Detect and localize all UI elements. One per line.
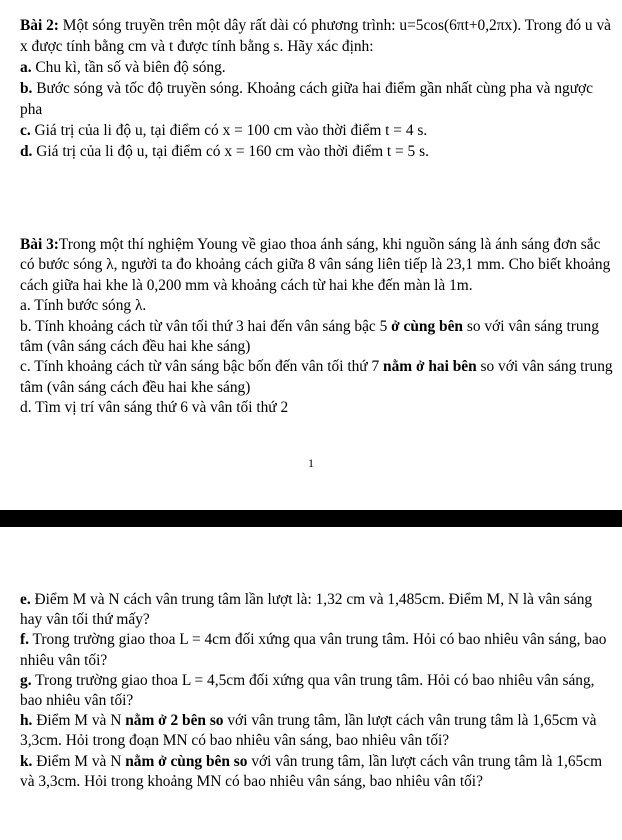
item-text: với vân trung tâm, lần lượt cách vân trung tâm là 1,65cm và 3,3cm. Hỏi trong đoạn MN có bao nhiêu vân sáng, bao nhiêu vân tối?	[20, 712, 597, 750]
item-text: Điểm M và N	[32, 712, 126, 730]
page-divider	[0, 510, 622, 527]
item-emphasis: nằm ở cùng bên so	[125, 752, 248, 770]
item-text: với vân trung tâm, lần lượt cách vân trung tâm là 1,65cm và 3,3cm. Hỏi trong khoảng MN có bao nhiêu vân sáng, bao nhiêu vân tối?	[20, 752, 603, 790]
exercise-2	[20, 15, 618, 162]
exercise-3-intro	[20, 235, 618, 296]
item-text: so với vân sáng trung tâm (vân sáng cách đều hai khe sáng)	[20, 358, 613, 396]
item-text: b. Tính khoảng cách từ vân tối thứ 3 hai đến vân sáng bậc 5	[20, 317, 392, 335]
exercise-3-label: Bài 3:	[20, 236, 59, 253]
exercise-2-intro	[20, 15, 618, 57]
item-label: b.	[20, 80, 33, 97]
item-text: Trong trường giao thoa L = 4,5cm đối xứng qua vân trung tâm. Hỏi có bao nhiêu vân sáng, bao nhiêu vân tối?	[20, 671, 595, 710]
exercise-3-item-c	[20, 357, 618, 398]
item-text: Điểm M và N	[32, 752, 126, 770]
item-text: Trong trường giao thoa L = 4cm đối xứng qua vân trung tâm. Hỏi có bao nhiêu vân sáng, bao nhiêu vân tối?	[20, 631, 607, 669]
exercise-3-item-a: a. Tính bước sóng λ.	[20, 297, 147, 315]
exercise-2-label: Bài 2:	[20, 17, 59, 34]
item-label: e.	[20, 591, 31, 608]
exercise-3	[20, 235, 618, 419]
exercise-3-item-d: d. Tìm vị trí vân sáng thứ 6 và vân tối thứ 2	[20, 399, 289, 417]
item-text: Bước sóng và tốc độ truyền sóng. Khoảng cách giữa hai điểm gần nhất cùng pha và ngược pha	[20, 80, 594, 118]
item-emphasis: nằm ở hai bên	[383, 358, 477, 376]
exercise-2-item-b	[20, 78, 618, 120]
item-emphasis: nằm ở 2 bên so	[125, 712, 224, 730]
item-text: so với vân sáng trung tâm (vân sáng cách đều hai khe sáng)	[20, 317, 599, 356]
item-text: Điểm M và N cách vân trung tâm lần lượt là: 1,32 cm và 1,485cm. Điểm M, N là vân sáng hay vân tối thứ mấy?	[20, 591, 593, 629]
item-h	[20, 711, 618, 751]
item-label: c.	[20, 122, 31, 139]
item-text: Chu kì, tần số và biên độ sóng.	[31, 59, 226, 76]
item-text: Giá trị của li độ u, tại điểm có x = 100 cm vào thời điểm t = 4 s.	[30, 122, 428, 139]
item-text: Giá trị của li độ u, tại điểm có x = 160 cm vào thời điểm t = 5 s.	[32, 143, 429, 160]
item-f	[20, 630, 618, 670]
item-text: c. Tính khoảng cách từ vân sáng bậc bốn đến vân tối thứ 7	[20, 358, 384, 376]
item-emphasis: ở cùng bên	[391, 317, 463, 335]
item-label: h.	[20, 712, 33, 730]
item-label: k.	[20, 752, 33, 770]
exercise-3-continuation	[20, 590, 618, 792]
item-label: f.	[20, 631, 29, 649]
exercise-2-item-a	[20, 57, 618, 78]
item-k	[20, 752, 618, 792]
item-e	[20, 590, 618, 630]
exercise-2-intro-text: Một sóng truyền trên một dây rất dài có phương trình: u=5cos(6πt+0,2πx). Trong đó u và x được tính bằng cm và t được tính bằng s. Hãy xác định:	[20, 17, 611, 55]
exercise-2-item-c	[20, 120, 618, 141]
exercise-3-item-b	[20, 317, 618, 358]
exercise-3-intro-text: Trong một thí nghiệm Young về giao thoa ánh sáng, khi nguồn sáng là ánh sáng đơn sắc có bước sóng λ, người ta đo khoảng cách giữa 8 vân sáng liên tiếp là 23,1 mm. Cho biết khoảng cách giữa hai khe là 0,200 mm và khoảng cách từ hai khe đến màn là 1m.	[20, 236, 611, 294]
item-g	[20, 671, 618, 711]
exercise-2-item-d	[20, 141, 618, 162]
item-label: d.	[20, 143, 33, 160]
page-number: 1	[308, 456, 314, 470]
item-label: g.	[20, 671, 32, 689]
item-label: a.	[20, 59, 32, 76]
